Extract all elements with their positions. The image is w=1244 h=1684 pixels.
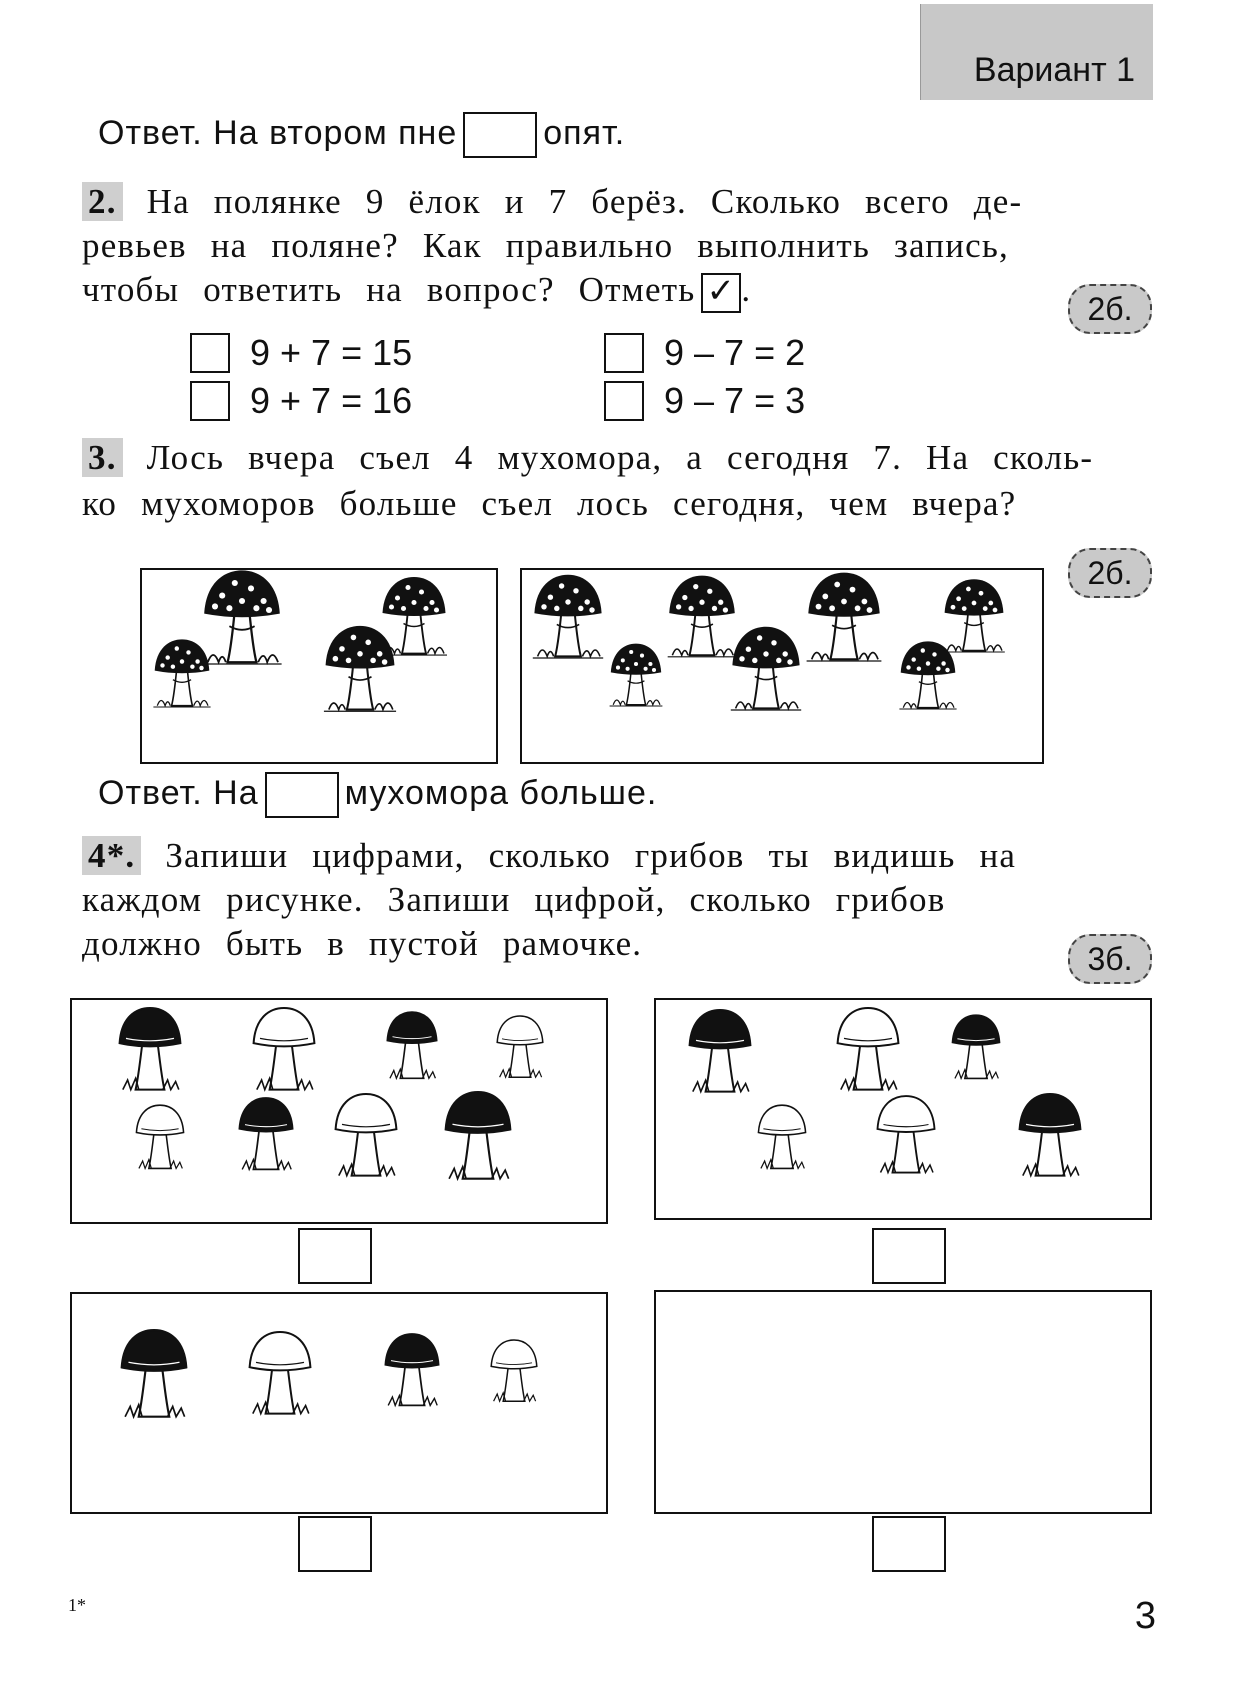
amanita-mushroom-icon — [668, 576, 737, 657]
page-number: 3 — [1134, 1595, 1156, 1637]
mushroom-picture-3-drawing — [72, 1294, 606, 1512]
task-4-line-3: должно быть в пустой рамочке. — [82, 924, 643, 963]
mushroom-icon — [250, 1332, 311, 1414]
check-mark-sample: ✓ — [701, 273, 741, 313]
option-3-checkbox[interactable] — [190, 381, 230, 421]
amanita-mushroom-icon — [381, 577, 447, 655]
amanita-mushroom-icon — [807, 573, 882, 661]
option-2[interactable]: 9 – 7 = 2 — [604, 332, 805, 374]
mushroom-icon — [690, 1010, 751, 1092]
amanita-mushroom-icon — [324, 626, 396, 711]
mushroom-picture-2 — [654, 998, 1152, 1220]
task-3-number: 3. — [82, 438, 123, 477]
mushroom-icon — [336, 1094, 397, 1176]
mushroom-picture-1-drawing — [72, 1000, 606, 1222]
answer-1: Ответ. На втором пне опят. — [98, 112, 625, 158]
task-4-line-1: 4*. Запиши цифрами, сколько грибов ты видишь на — [82, 836, 1016, 876]
option-4-checkbox[interactable] — [604, 381, 644, 421]
amanita-yesterday-picture — [140, 568, 498, 764]
count-box-2[interactable] — [872, 1228, 946, 1284]
mushroom-icon — [491, 1340, 537, 1401]
task-3-score: 2б. — [1068, 548, 1152, 598]
task-3-line-2: ко мухоморов больше съел лось сегодня, чем вчера? — [82, 484, 1017, 523]
mushroom-icon — [387, 1012, 436, 1078]
amanita-today-picture — [520, 568, 1044, 764]
task-4-line-2: каждом рисунке. Запиши цифрой, сколько грибов — [82, 880, 946, 919]
task-4-number: 4*. — [82, 836, 141, 875]
mushroom-icon — [136, 1105, 183, 1168]
amanita-mushroom-icon — [943, 579, 1005, 652]
option-3[interactable]: 9 + 7 = 16 — [190, 380, 412, 422]
count-box-4[interactable] — [872, 1516, 946, 1572]
mushroom-icon — [758, 1105, 805, 1168]
task-3-line-1: 3. Лось вчера съел 4 мухомора, а сегодня 7. На сколь- — [82, 438, 1093, 478]
amanita-yesterday-drawing — [142, 570, 496, 762]
amanita-today-drawing — [522, 570, 1042, 762]
option-1[interactable]: 9 + 7 = 15 — [190, 332, 412, 374]
option-4[interactable]: 9 – 7 = 3 — [604, 380, 805, 422]
mushroom-picture-3 — [70, 1292, 608, 1514]
amanita-mushroom-icon — [153, 639, 210, 707]
count-box-1[interactable] — [298, 1228, 372, 1284]
amanita-mushroom-icon — [202, 570, 281, 664]
mushroom-icon — [878, 1096, 935, 1173]
option-1-checkbox[interactable] — [190, 333, 230, 373]
mushroom-icon — [1020, 1094, 1081, 1176]
empty-picture-frame — [654, 1290, 1152, 1514]
mushroom-icon — [120, 1008, 181, 1090]
mushroom-icon — [952, 1015, 999, 1078]
answer-3-box[interactable] — [265, 772, 339, 818]
mushroom-icon — [838, 1008, 899, 1090]
amanita-mushroom-icon — [610, 644, 663, 706]
variant-label: Вариант 1 — [973, 51, 1135, 89]
mushroom-icon — [497, 1016, 543, 1077]
mushroom-icon — [239, 1098, 292, 1169]
mushroom-icon — [385, 1334, 438, 1405]
task-2-number: 2. — [82, 182, 123, 221]
count-box-3[interactable] — [298, 1516, 372, 1572]
option-2-checkbox[interactable] — [604, 333, 644, 373]
task-2-line-1: 2. На полянке 9 ёлок и 7 берёз. Сколько всего де- — [82, 182, 1022, 222]
footer-signature: 1* — [68, 1595, 86, 1615]
mushroom-icon — [446, 1092, 511, 1179]
task-4-score: 3б. — [1068, 934, 1152, 984]
task-2-line-3: чтобы ответить на вопрос? Отметь ✓ . — [82, 270, 751, 313]
amanita-mushroom-icon — [731, 627, 801, 710]
mushroom-picture-1 — [70, 998, 608, 1224]
task-2-score: 2б. — [1068, 284, 1152, 334]
task-2-line-2: ревьев на поляне? Как правильно выполнить запись, — [82, 226, 1009, 265]
answer-3: Ответ. На мухомора больше. — [98, 772, 657, 818]
mushroom-icon — [254, 1008, 315, 1090]
mushroom-icon — [122, 1330, 187, 1417]
mushroom-picture-2-drawing — [656, 1000, 1150, 1218]
answer-1-box[interactable] — [463, 112, 537, 158]
amanita-mushroom-icon — [899, 641, 956, 709]
variant-header — [920, 4, 1153, 100]
amanita-mushroom-icon — [533, 575, 603, 658]
